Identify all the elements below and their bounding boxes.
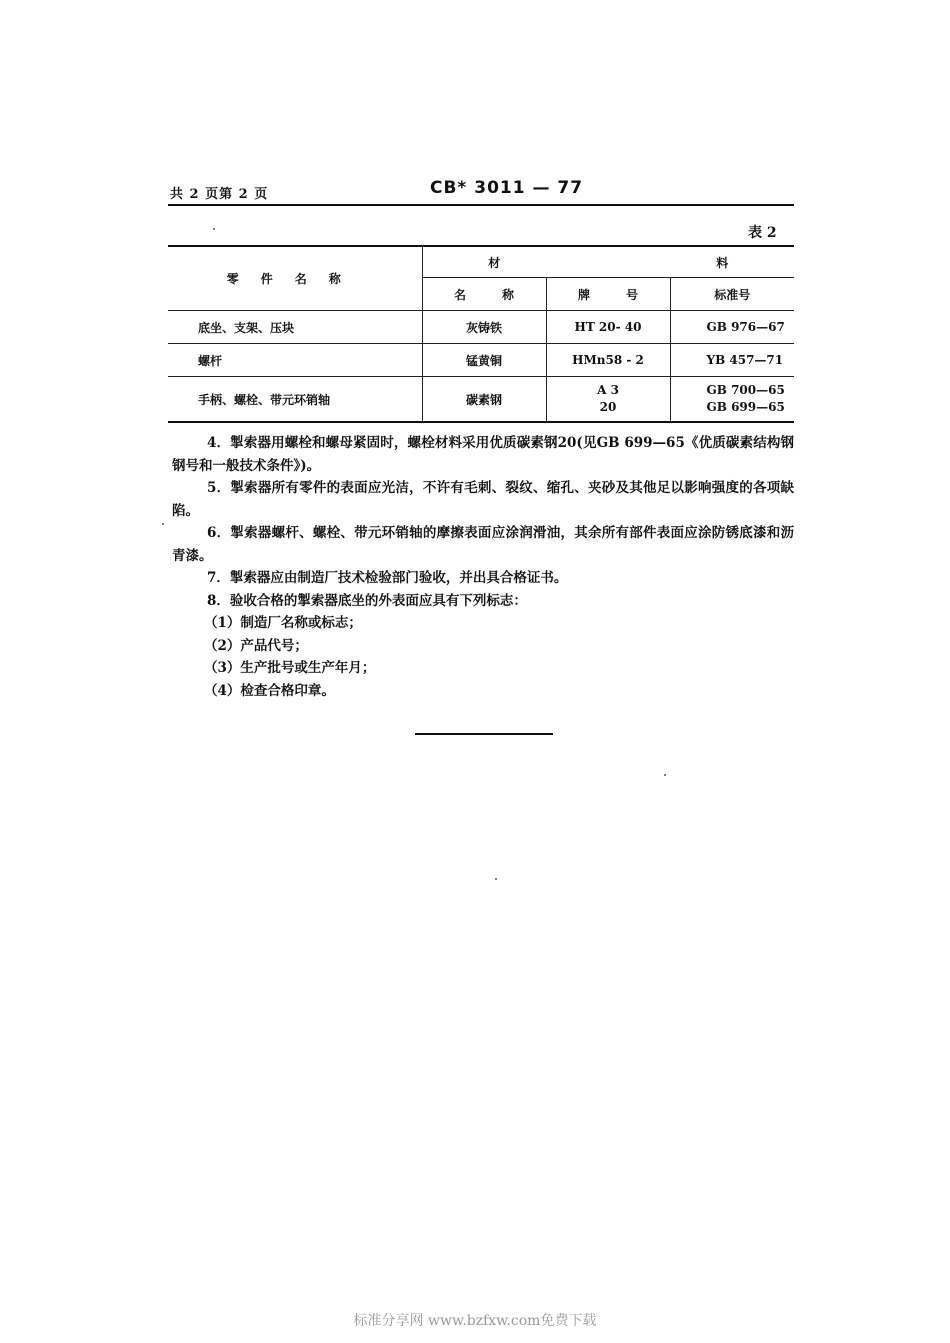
list-item: （1）制造厂名称或标志；	[204, 615, 362, 631]
sub-header-grade-text: 牌号	[578, 287, 638, 302]
end-rule	[415, 733, 553, 735]
table-caption: 表 2	[748, 225, 777, 241]
cell-standard	[670, 377, 794, 423]
cell-grade	[546, 377, 670, 423]
cell-standard-line: GB 700—65	[706, 383, 785, 397]
cell-grade-line: 20	[599, 400, 617, 414]
body-text	[172, 432, 794, 702]
col-header-material-text: 材料	[488, 255, 729, 270]
footer-watermark: 标准分享网 www.bzfxw.com免费下载	[353, 1313, 597, 1329]
cell-standard: YB 457—71	[670, 344, 794, 377]
sub-header-standard: 标准号	[670, 278, 794, 311]
page-info: 共 2 页第 2 页	[170, 187, 269, 202]
cell-part: 螺杆	[168, 344, 422, 377]
clause-6: 6．掣索器螺杆、螺栓、带元环销轴的摩擦表面应涂润滑油，其余所有部件表面应涂防锈底漆和沥青漆。	[172, 525, 794, 564]
cell-grade: HT 20- 40	[546, 311, 670, 344]
clause-7: 7．掣索器应由制造厂技术检验部门验收，并出具合格证书。	[207, 570, 568, 586]
cell-material-name: 灰铸铁	[422, 311, 546, 344]
cell-grade-line: A 3	[597, 383, 619, 397]
col-header-parts: 零件名称	[168, 246, 422, 311]
col-header-material	[422, 246, 794, 278]
sub-header-grade	[546, 278, 670, 311]
table-row	[168, 377, 794, 423]
sub-header-name	[422, 278, 546, 311]
cell-material-name: 锰黄铜	[422, 344, 546, 377]
list-item: （2）产品代号；	[204, 637, 308, 654]
cell-part: 底坐、支架、压块	[168, 311, 422, 344]
cell-grade: HMn58 - 2	[546, 344, 670, 377]
standard-code: CB* 3011 — 77	[430, 178, 584, 198]
cell-standard-line: GB 699—65	[706, 400, 785, 414]
scan-speck	[664, 774, 666, 776]
table-row	[168, 344, 794, 377]
scan-speck	[162, 523, 164, 525]
table-row	[168, 311, 794, 344]
clause-8: 8．验收合格的掣索器底坐的外表面应具有下列标志：	[207, 592, 527, 609]
cell-material-name: 碳素钢	[422, 377, 546, 423]
clause-5: 5．掣索器所有零件的表面应光洁，不许有毛刺、裂纹、缩孔、夹砂及其他足以影响强度的各项缺陷。	[172, 480, 794, 519]
clause-4: 4．掣索器用螺栓和螺母紧固时，螺栓材料采用优质碳素钢20(见GB 699—65《优质碳素结构钢钢号和一般技术条件》)。	[172, 435, 794, 474]
cell-part: 手柄、螺栓、带元环销轴	[168, 377, 422, 423]
list-item: （4）检查合格印章。	[204, 682, 335, 699]
cell-standard: GB 976—67	[670, 311, 794, 344]
materials-table	[168, 245, 794, 423]
scan-speck	[213, 228, 215, 230]
header-rule	[168, 204, 794, 206]
sub-header-name-text: 名称	[454, 287, 514, 302]
list-item: （3）生产批号或生产年月；	[204, 660, 376, 676]
scan-speck	[495, 878, 497, 880]
